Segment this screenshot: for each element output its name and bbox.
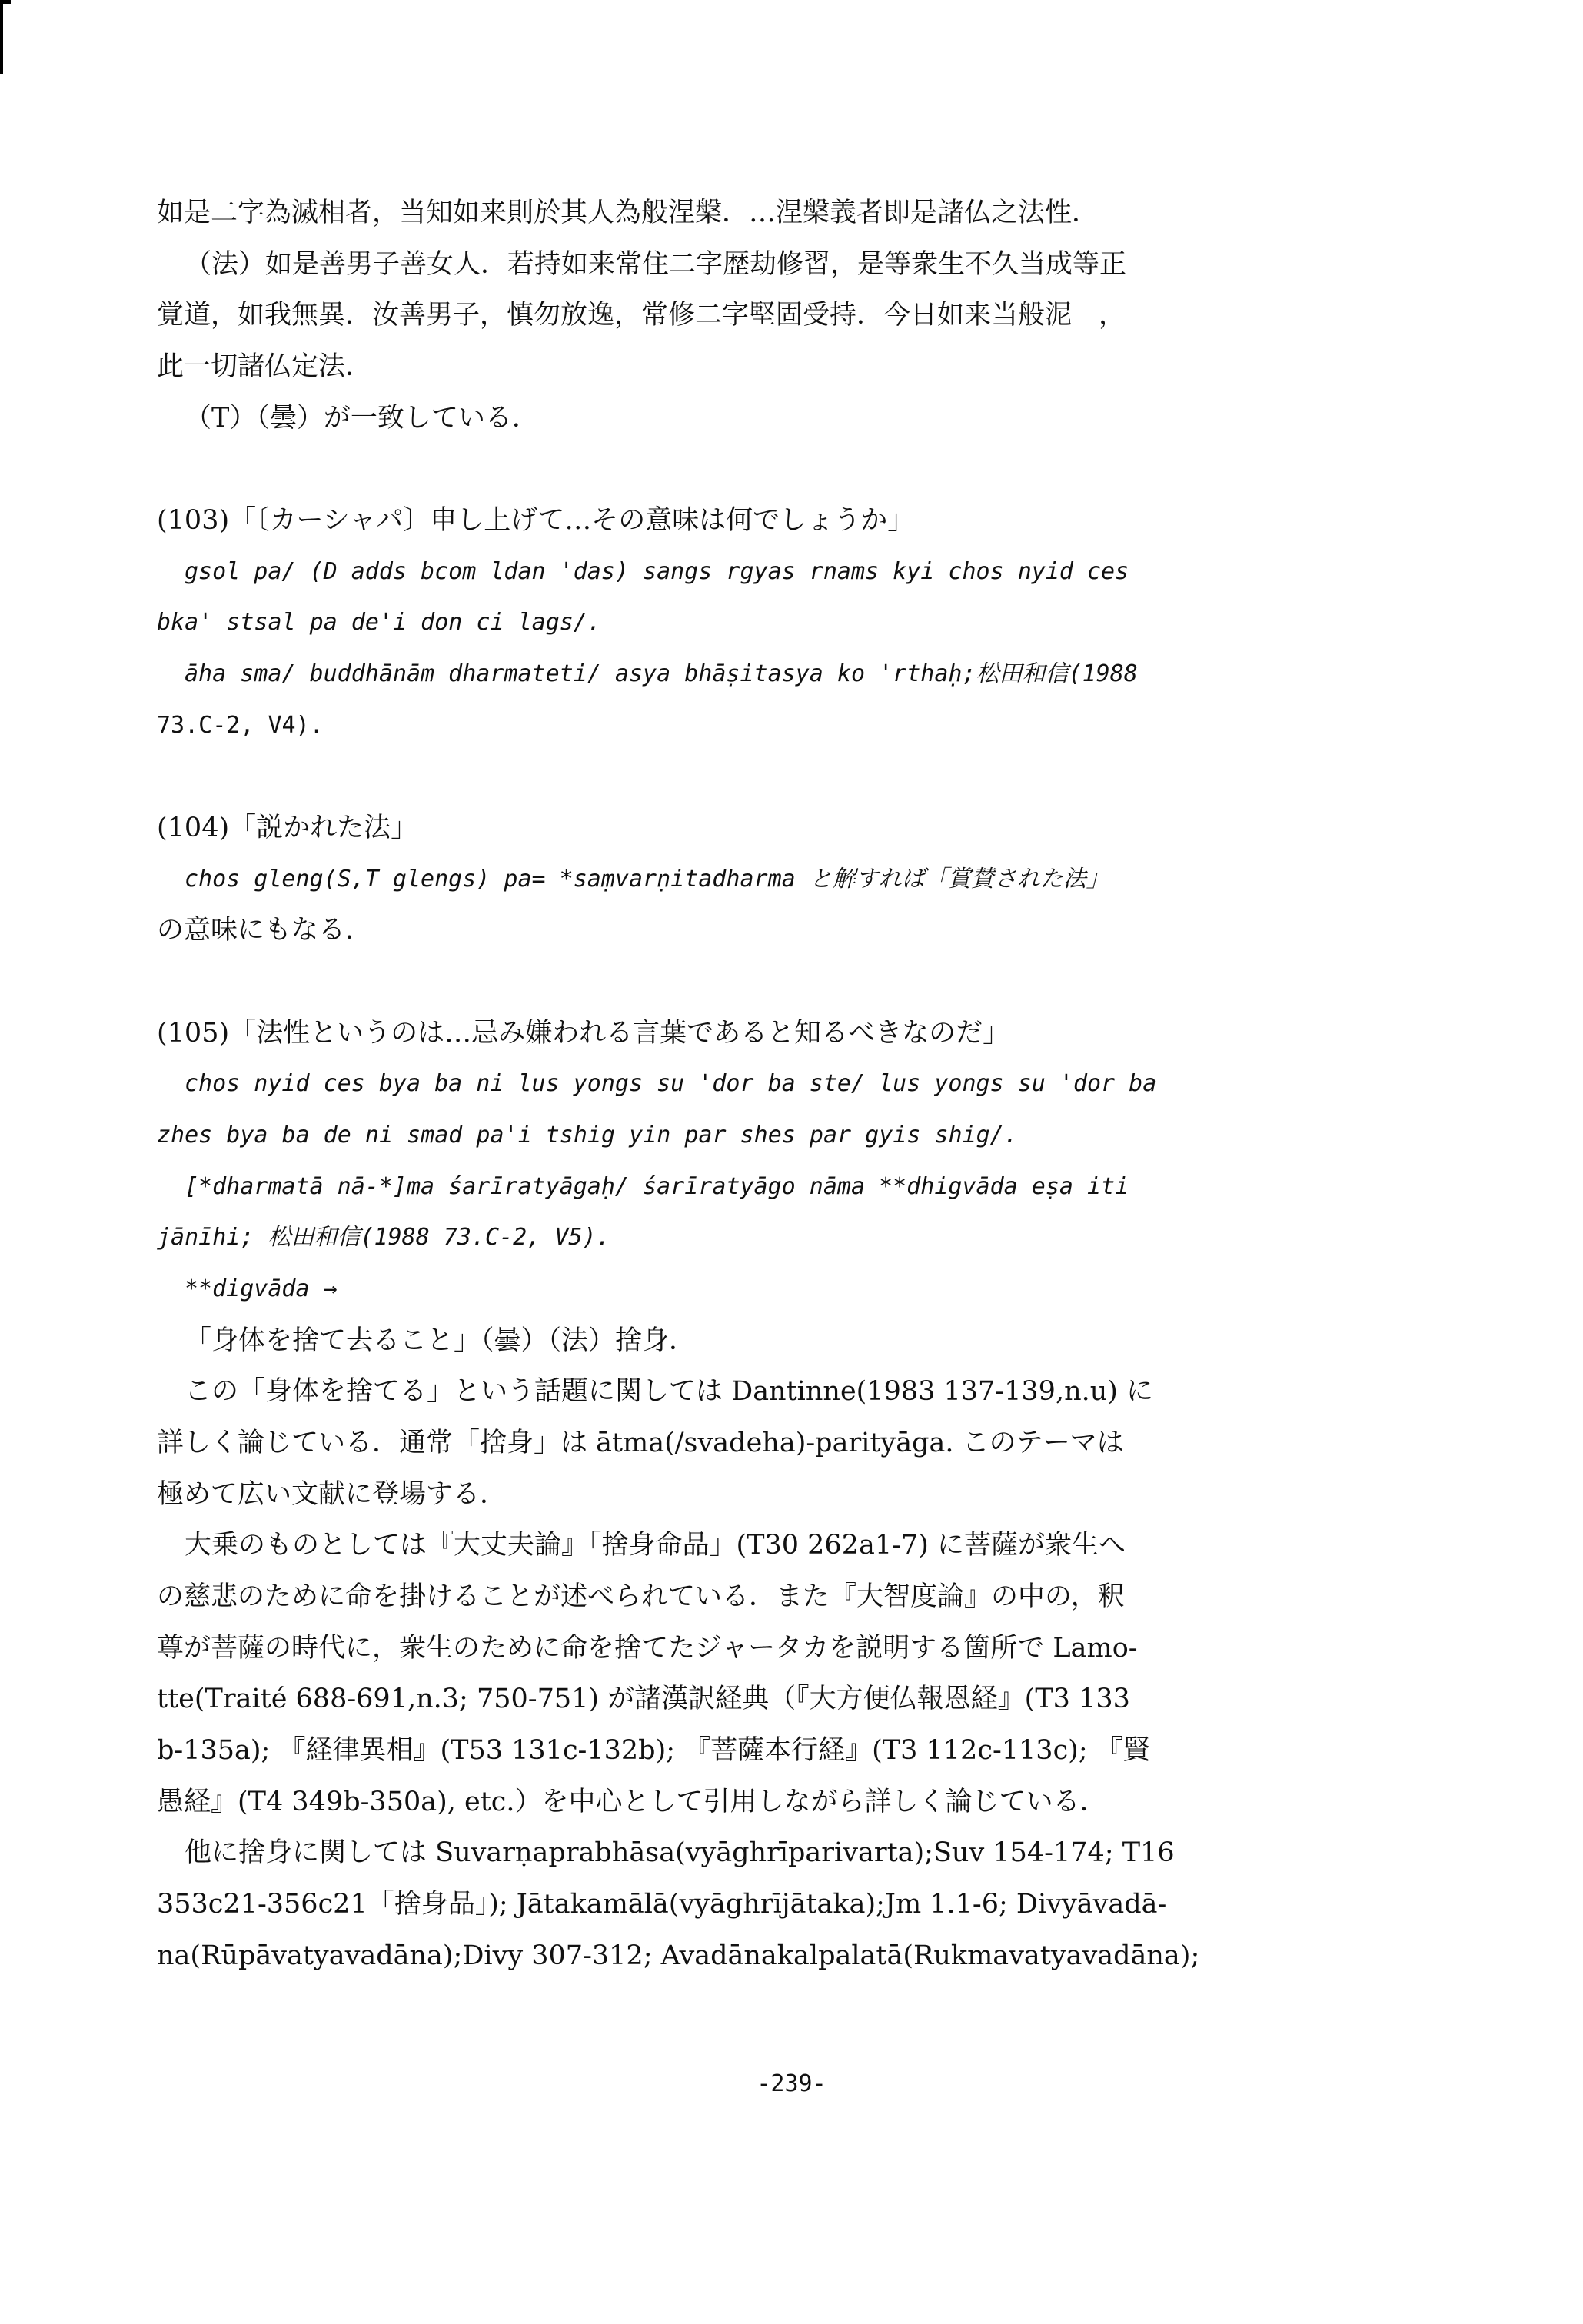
text-line: [*dharmatā nā-*]ma śarīratyāgaḥ/ śarīratyāgo nāma **dhigvāda eṣa iti [185, 1173, 1129, 1200]
text-line: （T）（曇）が一致している． [185, 403, 539, 434]
note-105-heading: (105)「法性というのは…忌み嫌われる言葉であると知るべきなのだ」 [157, 1018, 1010, 1049]
text-line: 大乗のものとしては『大丈夫論』「捨身命品」(T30 262a1-7) に菩薩が衆生へ [185, 1530, 1126, 1561]
text-line: bka' stsal pa de'i don ci lags/. [157, 609, 601, 636]
text-line: 此一切諸仏定法． [157, 351, 373, 382]
text-line: zhes bya ba de ni smad pa'i tshig yin par shes par gyis shig/. [157, 1122, 1018, 1149]
text-line: 覚道，如我無異．汝善男子，慎勿放逸，常修二字堅固受持．今日如来当般泥 ， [157, 300, 1126, 331]
text-line: 353c21-356c21「捨身品」); Jātakamālā(vyāghrījātaka);Jm 1.1-6; Divyāvadā- [157, 1889, 1167, 1920]
note-103-heading: (103)「〔カーシャパ〕申し上げて…その意味は何でしょうか」 [157, 505, 915, 536]
text-line: 如是二字為滅相者，当知如来則於其人為般涅槃．…涅槃義者即是諸仏之法性． [157, 198, 1099, 228]
text-line: chos gleng(S,T glengs) pa= *saṃvarṇitadharma と解すれば「賞賛された法」 [185, 866, 1109, 893]
text-line: chos nyid ces bya ba ni lus yongs su 'dor ba ste/ lus yongs su 'dor ba [185, 1070, 1157, 1097]
text-line: āha sma/ buddhānām dharmateti/ asya bhāṣitasya ko 'rthaḥ;松田和信(1988 [185, 660, 1138, 687]
note-104-heading: (104)「説かれた法」 [157, 813, 418, 843]
text-line: **digvāda → [185, 1275, 338, 1302]
text-line: na(Rūpāvatyavadāna);Divy 307-312; Avadānakalpalatā(Rukmavatyavadāna); [157, 1940, 1200, 1971]
text-line: 尊が菩薩の時代に，衆生のために命を捨てたジャータカを説明する箇所で Lamo- [157, 1633, 1138, 1664]
text-line: 「身体を捨て去ること」（曇）（法）捨身． [185, 1325, 697, 1356]
text-line: 極めて広い文献に登場する． [157, 1479, 507, 1510]
text-line: この「身体を捨てる」という話題に関しては Dantinne(1983 137-139,n.u) に [185, 1376, 1154, 1407]
text-line: tte(Traité 688-691,n.3; 750-751) が諸漢訳経典（『大方便仏報恩経』(T3 133 [157, 1684, 1130, 1714]
text-line: の慈悲のために命を掛けることが述べられている．また『大智度論』の中の，釈 [157, 1581, 1125, 1612]
text-line: jānīhi; 松田和信(1988 73.C-2, V5). [157, 1224, 610, 1251]
text-line: の意味にもなる． [157, 915, 373, 946]
text-line: gsol pa/ (D adds bcom ldan 'das) sangs rgyas rnams kyi chos nyid ces [185, 558, 1129, 585]
text-line: b-135a); 『経律異相』(T53 131c-132b); 『菩薩本行経』(T3 112c-113c); 『賢 [157, 1735, 1150, 1766]
text-line: （法）如是善男子善女人．若持如来常住二字歴劫修習，是等衆生不久当成等正 [185, 249, 1127, 280]
text-line: 詳しく論じている．通常「捨身」は ātma(/svadeha)-parityāga. このテーマは [157, 1428, 1124, 1458]
scan-corner-mark [0, 0, 3, 74]
text-line: 他に捨身に関しては Suvarṇaprabhāsa(vyāghrīparivarta);Suv 154-174; T16 [185, 1837, 1175, 1868]
text-line: 愚経』(T4 349b-350a), etc.）を中心として引用しながら詳しく論じている． [157, 1787, 1107, 1817]
page-number: -239- [757, 2070, 826, 2097]
text-line: 73.C-2, V4). [157, 712, 324, 739]
scan-corner-mark [0, 0, 11, 4]
